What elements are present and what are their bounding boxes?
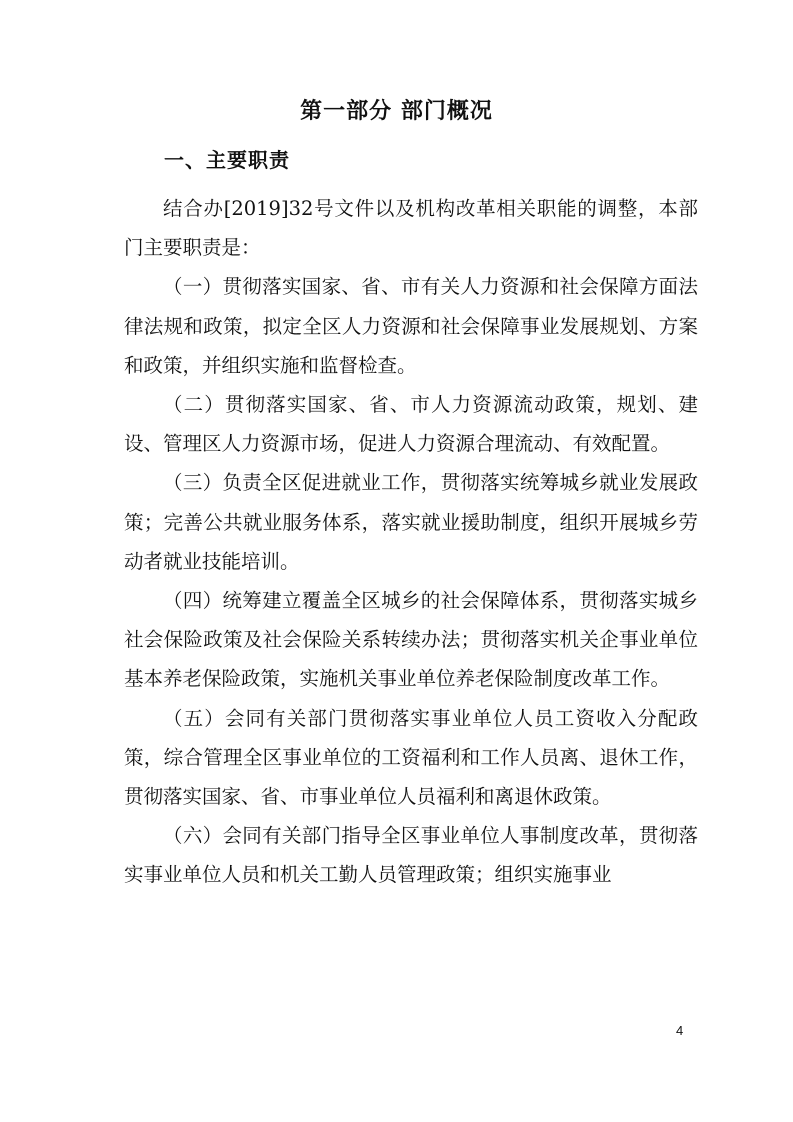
- paragraph-item-4: （四）统筹建立覆盖全区城乡的社会保障体系，贯彻落实城乡社会保险政策及社会保险关系转续办法；贯彻落实机关企事业单位基本养老保险政策，实施机关事业单位养老保险制度改革工作。: [124, 589, 698, 691]
- paragraph-item-5: （五）会同有关部门贯彻落实事业单位人员工资收入分配政策，综合管理全区事业单位的工资福利和工作人员离、退休工作，贯彻落实国家、省、市事业单位人员福利和离退休政策。: [124, 706, 698, 809]
- page-title: 第一部分 部门概况: [300, 99, 493, 124]
- paragraph-item-3: （三）负责全区促进就业工作，贯彻落实统筹城乡就业发展政策；完善公共就业服务体系，落实就业援助制度，组织开展城乡劳动者就业技能培训。: [124, 471, 698, 573]
- section-heading: 一、主要职责: [164, 148, 290, 172]
- paragraph-item-1: （一）贯彻落实国家、省、市有关人力资源和社会保障方面法律法规和政策，拟定全区人力资源和社会保障事业发展规划、方案和政策，并组织实施和监督检查。: [124, 275, 698, 377]
- page-number: 4: [676, 1023, 684, 1038]
- paragraph-item-2: （二）贯彻落实国家、省、市人力资源流动政策，规划、建设、管理区人力资源市场，促进人力资源合理流动、有效配置。: [124, 393, 698, 456]
- paragraph-item-6: （六）会同有关部门指导全区事业单位人事制度改革，贯彻落实事业单位人员和机关工勤人员管理政策；组织实施事业: [124, 824, 698, 887]
- paragraph-intro: 结合办[2019]32号文件以及机构改革相关职能的调整，本部门主要职责是：: [124, 197, 698, 260]
- document-body: [124, 189, 698, 895]
